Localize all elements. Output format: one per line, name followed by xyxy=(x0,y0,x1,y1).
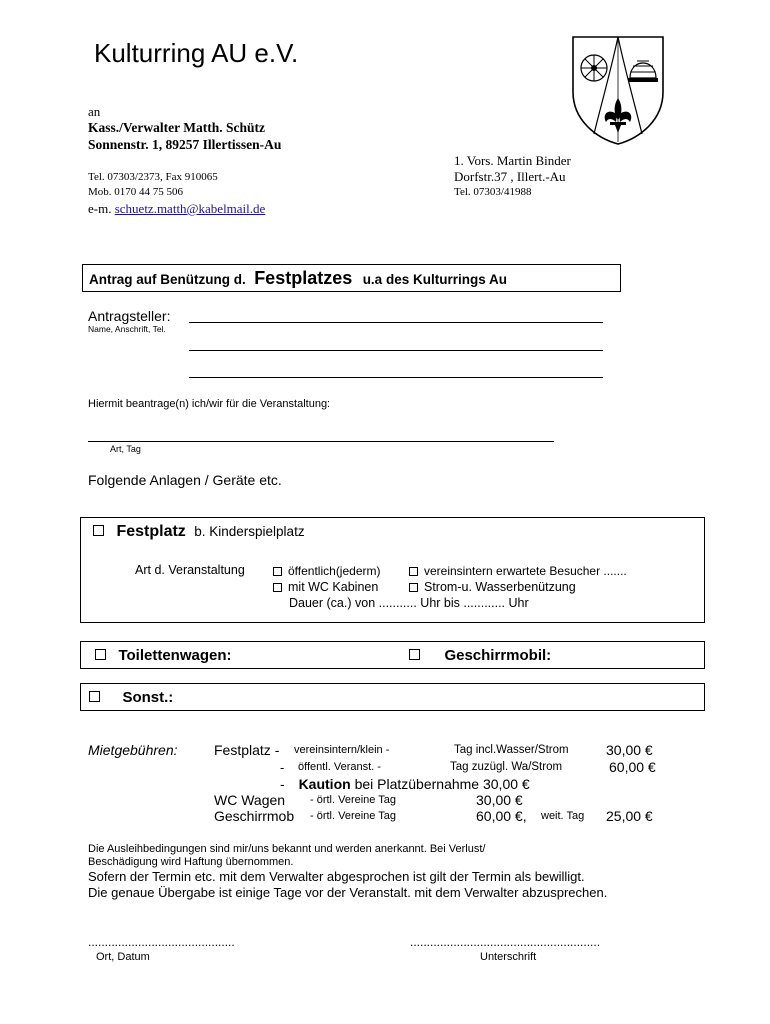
signature-label: Unterschrift xyxy=(480,951,537,963)
recipient-address: Sonnenstr. 1, 89257 Illertissen-Au xyxy=(88,137,282,152)
toilet-geschirr-box xyxy=(80,641,705,669)
org-title: Kulturring AU e.V. xyxy=(94,38,299,68)
email-link[interactable]: schuetz.matth@kabelmail.de xyxy=(114,201,266,216)
sonst-box xyxy=(80,683,705,711)
fee-r2-dash: - xyxy=(280,760,285,775)
fee-r5-extra: weit. Tag xyxy=(541,810,585,822)
applicant-label: Antragsteller: xyxy=(88,308,171,324)
recipient-an: an xyxy=(88,104,101,119)
fee-r5-desc: - örtl. Vereine Tag xyxy=(310,810,397,822)
recipient-mob: Mob. 0170 44 75 506 xyxy=(88,186,184,198)
wc-checkbox[interactable] xyxy=(273,583,282,592)
signature-dots-right[interactable]: ......................................................... xyxy=(410,935,601,949)
fee-r1-desc: vereinsintern/klein - xyxy=(294,744,390,756)
fee-r5-price: 60,00 €, xyxy=(476,808,527,824)
chair-name: 1. Vors. Martin Binder xyxy=(454,153,571,168)
strom-label: Strom-u. Wasserbenützung xyxy=(424,580,576,594)
heading-part3: u.a des Kulturrings Au xyxy=(362,272,507,287)
geschirr-checkbox[interactable] xyxy=(409,649,420,660)
strom-checkbox[interactable] xyxy=(409,583,418,592)
fee-r2-desc: öffentl. Veranst. - xyxy=(298,761,381,773)
heading-box xyxy=(82,264,621,292)
art-label: Art d. Veranstaltung xyxy=(135,563,245,577)
applicant-line-3[interactable] xyxy=(189,377,603,378)
applicant-sublabel: Name, Anschrift, Tel. xyxy=(88,324,166,334)
fee-r2-price: 60,00 € xyxy=(609,759,656,775)
chair-address: Dorfstr.37 , Illert.-Au xyxy=(454,169,566,184)
place-date-label: Ort, Datum xyxy=(96,951,150,963)
chair-tel: Tel. 07303/41988 xyxy=(454,186,532,198)
festplatz-title: Festplatz xyxy=(116,523,186,540)
fee-r4-price: 30,00 € xyxy=(476,792,523,808)
fee-r4-desc: - örtl. Vereine Tag xyxy=(310,794,397,806)
festplatz-subtitle: b. Kinderspielplatz xyxy=(194,524,305,539)
recipient-tel: Tel. 07303/2373, Fax 910065 xyxy=(88,171,218,183)
fees-label: Mietgebühren: xyxy=(88,742,178,758)
public-checkbox[interactable] xyxy=(273,567,282,576)
geschirr-label: Geschirrmobil: xyxy=(444,647,552,664)
terms-line-1: Die Ausleihbedingungen sind mir/uns bekannt und werden anerkannt. Bei Verlust/ xyxy=(88,843,486,855)
heading-part2: Festplatzes xyxy=(254,268,353,288)
applicant-line-2[interactable] xyxy=(189,350,603,351)
sonst-label: Sonst.: xyxy=(122,689,174,706)
event-sublabel: Art, Tag xyxy=(110,444,141,454)
fee-r5-name: Geschirrmob xyxy=(214,808,295,824)
terms-line-2: Beschädigung wird Haftung übernommen. xyxy=(88,856,294,868)
email-prefix: e-m. xyxy=(88,201,112,216)
fee-r1-price: 30,00 € xyxy=(606,742,653,758)
public-label: öffentlich(jederm) xyxy=(288,564,381,578)
festplatz-box xyxy=(80,517,705,623)
fee-r4-name: WC Wagen xyxy=(214,792,286,808)
private-checkbox[interactable] xyxy=(409,567,418,576)
recipient-name: Kass./Verwalter Matth. Schütz xyxy=(88,120,265,135)
terms-line-3: Sofern der Termin etc. mit dem Verwalter abgesprochen ist gilt der Termin als bewilligt. xyxy=(88,869,585,884)
event-line[interactable] xyxy=(88,441,554,442)
heading-part1: Antrag auf Benützung d. xyxy=(89,272,246,287)
toilet-checkbox[interactable] xyxy=(95,649,106,660)
signature-dots-left[interactable]: ............................................ xyxy=(88,935,235,949)
festplatz-checkbox[interactable] xyxy=(93,525,104,536)
fee-r1-unit: Tag incl.Wasser/Strom xyxy=(454,744,569,756)
fee-r1-name: Festplatz - xyxy=(214,742,280,758)
sonst-checkbox[interactable] xyxy=(89,691,100,702)
terms-line-4: Die genaue Übergabe ist einige Tage vor der Veranstalt. mit dem Verwalter abzusprechen. xyxy=(88,885,608,900)
event-text: Hiermit beantrage(n) ich/wir für die Veranstaltung: xyxy=(88,398,331,410)
fee-r3-dash: - xyxy=(280,776,285,792)
toilet-label: Toilettenwagen: xyxy=(118,647,232,664)
fee-r2-unit: Tag zuzügl. Wa/Strom xyxy=(450,761,563,773)
wc-label: mit WC Kabinen xyxy=(288,580,379,594)
private-label: vereinsintern erwartete Besucher ....... xyxy=(424,564,627,578)
facilities-heading: Folgende Anlagen / Geräte etc. xyxy=(88,472,282,488)
fee-r3-bold: Kaution xyxy=(298,776,351,792)
recipient-email-line xyxy=(88,201,265,217)
duration-text: Dauer (ca.) von ........... Uhr bis ............ Uhr xyxy=(289,596,529,610)
applicant-line-1[interactable] xyxy=(189,322,603,323)
coat-of-arms xyxy=(570,34,666,146)
fee-r3-rest: bei Platzübernahme 30,00 € xyxy=(354,776,530,792)
fee-r5-extra-price: 25,00 € xyxy=(606,808,653,824)
